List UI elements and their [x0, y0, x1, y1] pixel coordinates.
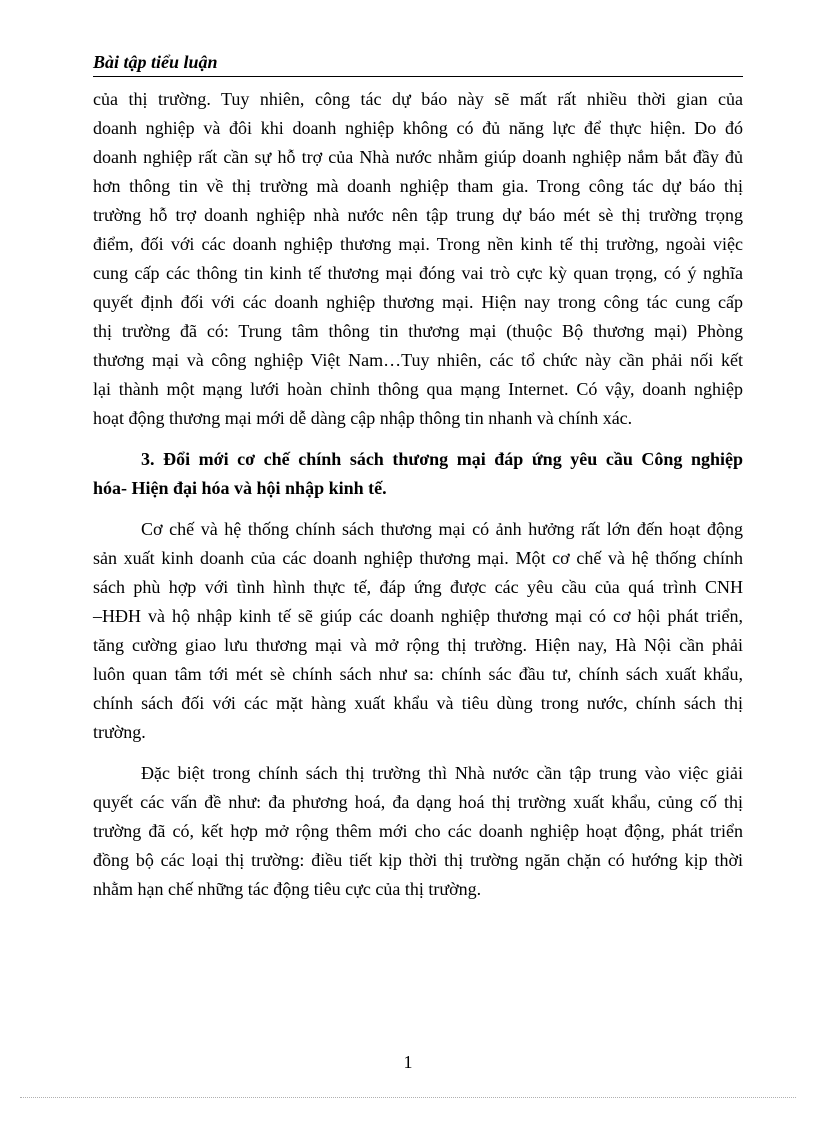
- text-line: doanh nghiệp và đôi khi doanh nghiệp không có đủ năng lực để thực hiện. Do đó: [93, 118, 743, 138]
- text-line: của thị trường. Tuy nhiên, công tác dự báo này sẽ mất rất nhiều thời gian của: [93, 89, 743, 109]
- header-title: Bài tập tiểu luận: [93, 52, 218, 72]
- paragraph: [93, 515, 743, 747]
- text-line: nhằm hạn chế những tác động tiêu cực của thị trường.: [93, 879, 482, 899]
- text-line: hoạt động thương mại mới dễ dàng cập nhập thông tin nhanh và chính xác.: [93, 408, 633, 428]
- text-line: luôn quan tâm tới mét sè chính sách như sa: chính sác đầu tư, chính sách xuất khẩu,: [93, 664, 743, 684]
- text-line: quyết định đối với các doanh nghiệp thương mại. Hiện nay trong công tác cung cấp: [93, 292, 743, 312]
- text-line: thị trường đã có: Trung tâm thông tin thương mại (thuộc Bộ thương mại) Phòng: [93, 321, 743, 341]
- text-line: quyết các vấn đề như: đa phương hoá, đa dạng hoá thị trường xuất khẩu, củng cố thị: [93, 792, 743, 812]
- text-line: trường đã có, kết hợp mở rộng thêm mới cho các doanh nghiệp hoạt động, phát triển: [93, 821, 743, 841]
- text-line: đồng bộ các loại thị trường: điều tiết kịp thời thị trường ngăn chặn có hướng kịp thời: [93, 850, 743, 870]
- text-line: Cơ chế và hệ thống chính sách thương mại có ảnh hưởng rất lớn đến hoạt động: [141, 519, 743, 539]
- text-line: sản xuất kinh doanh của các doanh nghiệp thương mại. Một cơ chế và hệ thống chính: [93, 548, 743, 568]
- heading-line: 3. Đổi mới cơ chế chính sách thương mại đáp ứng yêu cầu Công nghiệp: [141, 449, 743, 469]
- paragraph: [93, 85, 743, 433]
- page-bottom-divider: [20, 1097, 796, 1098]
- text-line: chính sách đối với các mặt hàng xuất khẩu và tiêu dùng trong nước, chính sách thị: [93, 693, 743, 713]
- section-heading: [93, 445, 743, 503]
- page-number: 1: [403, 1052, 413, 1072]
- text-line: trường.: [93, 722, 146, 742]
- text-line: thương mại và công nghiệp Việt Nam…Tuy nhiên, các tổ chức này cần phải nối kết: [93, 350, 743, 370]
- text-line: hơn thông tin về thị trường mà doanh nghiệp tham gia. Trong công tác dự báo thị: [93, 176, 743, 196]
- text-line: Đặc biệt trong chính sách thị trường thì Nhà nước cần tập trung vào việc giải: [141, 763, 743, 783]
- text-line: điểm, đối với các doanh nghiệp thương mại. Trong nền kinh tế thị trường, ngoài việc: [93, 234, 743, 254]
- document-body: [93, 85, 743, 904]
- text-line: doanh nghiệp rất cần sự hỗ trợ của Nhà nước nhằm giúp doanh nghiệp nắm bắt đầy đủ: [93, 147, 743, 167]
- text-line: –HĐH và hộ nhập kinh tế sẽ giúp các doanh nghiệp thương mại có cơ hội phát triển,: [93, 606, 743, 626]
- text-line: cung cấp các thông tin kinh tế thương mại đóng vai trò cực kỳ quan trọng, có ý nghĩa: [93, 263, 743, 283]
- page-header: [93, 52, 743, 77]
- text-line: tăng cường giao lưu thương mại và mở rộng thị trường. Hiện nay, Hà Nội cần phải: [93, 635, 743, 655]
- text-line: lại thành một mạng lưới hoàn chỉnh thông qua mạng Internet. Có vậy, doanh nghiệp: [93, 379, 743, 399]
- text-line: sách phù hợp với tình hình thực tế, đáp ứng được các yêu cầu của quá trình CNH: [93, 577, 743, 597]
- heading-line: hóa- Hiện đại hóa và hội nhập kinh tế.: [93, 478, 387, 498]
- paragraph: [93, 759, 743, 904]
- text-line: trường hỗ trợ doanh nghiệp nhà nước nên tập trung dự báo mét sè thị trường trọng: [93, 205, 743, 225]
